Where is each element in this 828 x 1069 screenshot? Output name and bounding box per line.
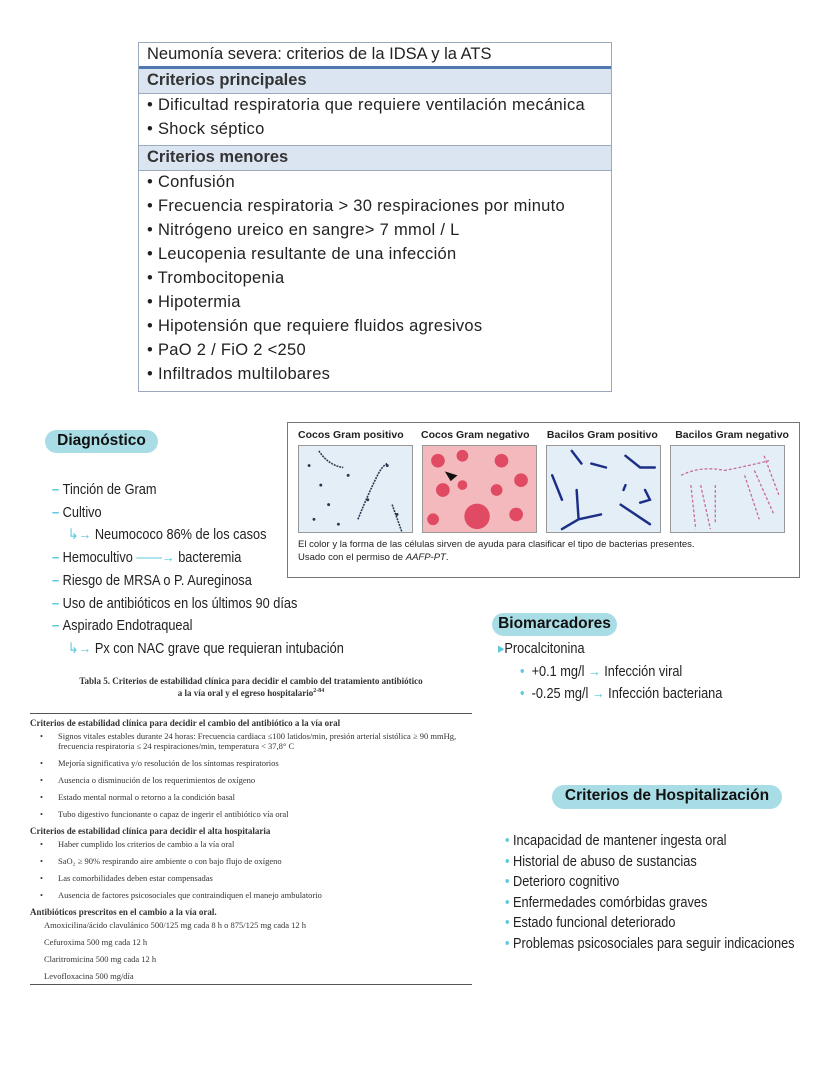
list-item: • -0.25 mg/l → Infección bacteriana: [520, 686, 723, 702]
list-item: • Las comorbilidades deben estar compensadas: [30, 873, 472, 883]
table-title: Neumonía severa: criterios de la IDSA y la ATS: [139, 43, 611, 69]
gram-header: Bacilos Gram negativo: [675, 429, 789, 441]
list-item: – Uso de antibióticos en los últimos 90 días: [52, 595, 298, 612]
list-item: • Frecuencia respiratoria > 30 respiraciones por minuto: [147, 197, 566, 215]
list-item: – Tinción de Gram: [52, 482, 157, 498]
list-item: – Riesgo de MRSA o P. Aureginosa: [52, 572, 252, 589]
list-item: • Ausencia o disminución de los requerimientos de oxígeno: [30, 775, 472, 785]
list-item: • Ausencia de factores psicosociales que contraindiquen el manejo ambulatorio: [30, 890, 472, 900]
list-item: • Dificultad respiratoria que requiere ventilación mecánica: [147, 96, 586, 114]
arrow-icon: →: [591, 686, 605, 702]
gram-negative-bacilli-image: [670, 445, 785, 533]
tabla-5-title: Tabla 5. Criterios de estabilidad clínica para decidir el cambio del tratamiento antibiótico a la vía oral y el egreso hospitalario$^{2-84}$: [79, 676, 423, 698]
gram-header: Bacilos Gram positivo: [546, 429, 658, 441]
list-item: • Hipotensión que requiere fluidos agresivos: [147, 317, 483, 335]
major-criteria-list: [139, 94, 611, 146]
list-item: Amoxicilina/ácido clavulánico 500/125 mg cada 8 h o 875/125 mg cada 12 h: [44, 920, 307, 930]
arrow-icon: →: [587, 663, 601, 680]
gram-negative-cocci-image: [422, 445, 537, 533]
list-item: • Leucopenia resultante de una infección: [147, 245, 457, 263]
triangle-bullet-icon: ▸: [498, 641, 505, 657]
list-item: – Hemocultivo ——→ bacteremia: [52, 550, 242, 567]
biomarcadores-list: [498, 638, 753, 706]
curved-arrow-icon: ↳→: [67, 527, 95, 544]
minor-criteria-list: [139, 171, 611, 391]
list-item: • Problemas psicosociales para seguir indicaciones: [505, 935, 795, 952]
list-item: • SaO₂ ≥ 90% respirando aire ambiente o con bajo flujo de oxígeno: [30, 856, 472, 866]
bullet-icon: •: [505, 894, 510, 911]
dash-icon: –: [52, 482, 60, 498]
dash-icon: –: [52, 572, 60, 589]
bullet-icon: •: [520, 663, 525, 680]
hospitalizacion-list: [505, 833, 828, 956]
dash-icon: –: [52, 595, 60, 612]
list-item: • Shock séptico: [147, 120, 265, 138]
biomarcadores-heading: Biomarcadores: [492, 613, 617, 636]
list-item: ↳→ Px con NAC grave que requieran intubación: [67, 640, 344, 657]
list-item: – Cultivo: [52, 504, 102, 521]
gram-header: Cocos Gram positivo: [298, 429, 404, 441]
dash-icon: –: [52, 550, 60, 567]
diagnostico-heading: Diagnóstico: [45, 430, 158, 453]
list-item: Claritromicina 500 mg cada 12 h: [44, 954, 157, 964]
list-item: • Confusión: [147, 173, 235, 191]
hospitalizacion-heading: Criterios de Hospitalización: [552, 785, 782, 809]
bullet-icon: •: [505, 833, 510, 849]
list-item: • Tubo digestivo funcionante o capaz de ingerir el antibiótico vía oral: [30, 809, 472, 819]
gram-positive-bacilli-image: [546, 445, 661, 533]
bullet-icon: •: [505, 853, 510, 870]
list-item: • PaO 2 / FiO 2 <250: [147, 341, 306, 359]
major-criteria-header: Criterios principales: [139, 69, 611, 94]
gram-header: Cocos Gram negativo: [421, 429, 530, 441]
list-item: • Infiltrados multilobares: [147, 365, 331, 383]
list-item: • Enfermedades comórbidas graves: [505, 894, 708, 911]
list-item: • Hipotermia: [147, 293, 241, 311]
list-item: • Deterioro cognitivo: [505, 874, 620, 890]
gram-caption: El color y la forma de las células sirven de ayuda para clasificar el tipo de bacterias presentes.: [298, 539, 695, 550]
list-item: • Signos vitales estables durante 24 horas: Frecuencia cardiaca ≤100 latidos/min, presión arterial sistólica ≥ 90 mmHg, frecuencia respiratoria ≤ 24 respiraciones/min, temperatura < 37,8° C: [30, 731, 472, 751]
list-item: Levofloxacina 500 mg/día: [44, 971, 134, 981]
severe-pneumonia-table: [138, 42, 612, 392]
list-item: ▸Procalcitonina: [498, 641, 585, 657]
minor-criteria-header: Criterios menores: [139, 146, 611, 171]
dash-icon: –: [52, 504, 60, 521]
list-item: • +0.1 mg/l → Infección viral: [520, 663, 683, 680]
section-heading: Antibióticos prescritos en el cambio a la vía oral.: [30, 907, 217, 917]
dash-icon: –: [52, 618, 60, 635]
tabla-5: [30, 676, 472, 985]
list-item: Cefuroxima 500 mg cada 12 h: [44, 937, 148, 947]
curved-arrow-icon: ↳→: [67, 640, 95, 657]
bullet-icon: •: [505, 935, 510, 952]
gram-credit: Usado con el permiso de AAFP-PT.: [298, 552, 449, 563]
list-item: • Trombocitopenia: [147, 269, 285, 287]
gram-stain-figure: [287, 422, 800, 578]
list-item: • Incapacidad de mantener ingesta oral: [505, 833, 727, 849]
divider: [30, 713, 472, 714]
bullet-icon: •: [505, 915, 510, 931]
list-item: – Aspirado Endotraqueal: [52, 618, 193, 635]
list-item: • Nitrógeno ureico en sangre> 7 mmol / L: [147, 221, 460, 239]
list-item: • Estado funcional deteriorado: [505, 915, 676, 931]
arrow-icon: ——→: [136, 550, 175, 567]
list-item: • Estado mental normal o retorno a la condición basal: [30, 792, 472, 802]
list-item: • Historial de abuso de sustancias: [505, 853, 697, 870]
gram-positive-cocci-image: [298, 445, 413, 533]
section-heading: Criterios de estabilidad clínica para decidir el cambio del antibiótico a la vía oral: [30, 718, 341, 728]
section-heading: Criterios de estabilidad clínica para decidir el alta hospitalaria: [30, 826, 271, 836]
bullet-icon: •: [520, 686, 525, 702]
divider: [30, 984, 472, 985]
list-item: • Haber cumplido los criterios de cambio a la vía oral: [30, 839, 472, 849]
bullet-icon: •: [505, 874, 510, 890]
list-item: • Mejoría significativa y/o resolución de los síntomas respiratorios: [30, 758, 472, 768]
list-item: ↳→ Neumococo 86% de los casos: [67, 527, 267, 544]
